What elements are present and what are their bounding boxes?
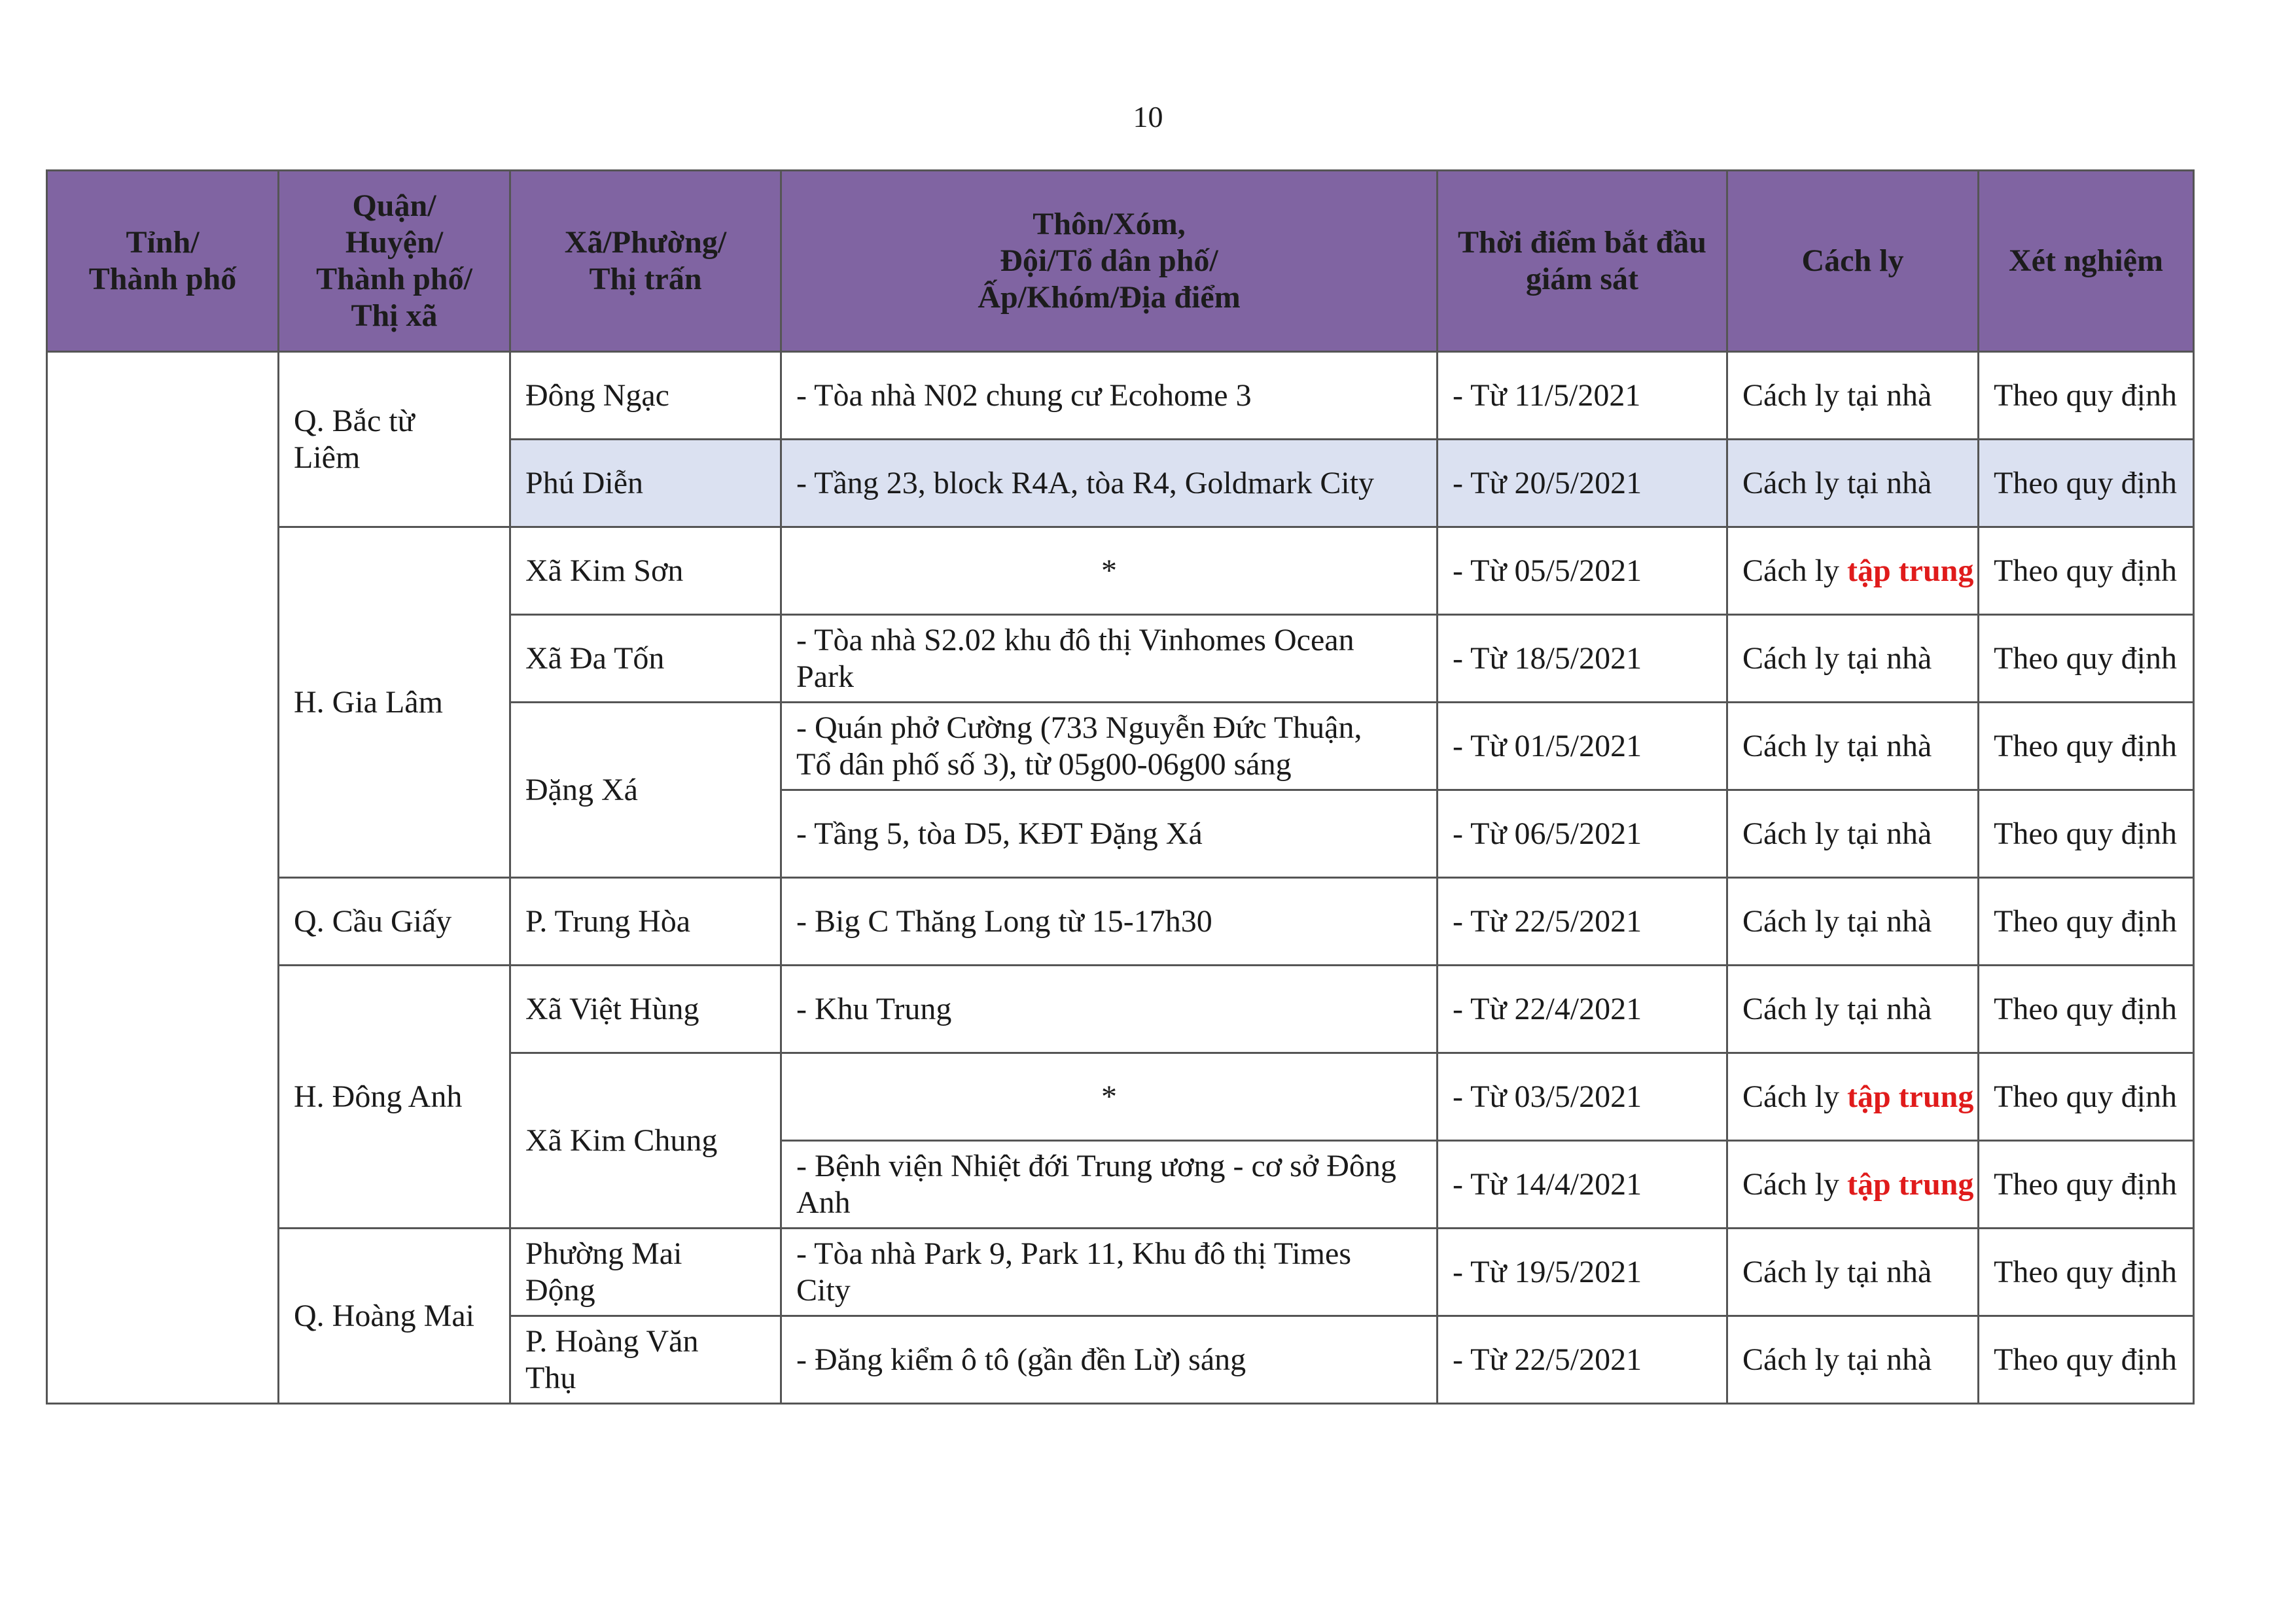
testing-cell: Theo quy định [1979,1141,2194,1229]
location-cell: - Tầng 23, block R4A, tòa R4, Goldmark City [781,440,1438,527]
quarantine-cell: Cách ly tại nhà [1727,703,1979,790]
ward-cell: Đặng Xá [510,703,781,878]
table-body [47,352,2194,1404]
ward-cell: Đông Ngạc [510,352,781,440]
concentrated-label: tập trung [1846,1166,1974,1202]
quarantine-cell: Cách ly tập trung [1727,527,1979,615]
header-start-date: Thời điểm bắt đầu giám sát [1438,171,1727,352]
district-cell: Q. Cầu Giấy [279,878,510,966]
table-row [47,527,2194,615]
monitoring-locations-table [46,169,2195,1405]
start-date-cell: - Từ 22/5/2021 [1438,1316,1727,1404]
start-date-cell: - Từ 22/5/2021 [1438,878,1727,966]
header-ward: Xã/Phường/ Thị trấn [510,171,781,352]
start-date-cell: - Từ 01/5/2021 [1438,703,1727,790]
quarantine-cell: Cách ly tại nhà [1727,1229,1979,1316]
testing-cell: Theo quy định [1979,878,2194,966]
location-cell: * [781,527,1438,615]
testing-cell: Theo quy định [1979,1053,2194,1141]
testing-cell: Theo quy định [1979,615,2194,703]
start-date-cell: - Từ 11/5/2021 [1438,352,1727,440]
location-cell: - Tòa nhà N02 chung cư Ecohome 3 [781,352,1438,440]
testing-cell: Theo quy định [1979,966,2194,1053]
table-row [47,966,2194,1053]
start-date-cell: - Từ 05/5/2021 [1438,527,1727,615]
testing-cell: Theo quy định [1979,440,2194,527]
table-row [47,878,2194,966]
quarantine-cell: Cách ly tại nhà [1727,790,1979,878]
concentrated-label: tập trung [1846,1079,1974,1114]
district-cell: H. Đông Anh [279,966,510,1229]
location-cell: - Tòa nhà S2.02 khu đô thị Vinhomes Ocean Park [781,615,1438,703]
ward-cell: Phú Diễn [510,440,781,527]
start-date-cell: - Từ 20/5/2021 [1438,440,1727,527]
ward-cell: Xã Kim Chung [510,1053,781,1229]
header-district: Quận/ Huyện/ Thành phố/ Thị xã [279,171,510,352]
ward-cell: Xã Kim Sơn [510,527,781,615]
header-testing: Xét nghiệm [1979,171,2194,352]
district-cell: Q. Hoàng Mai [279,1229,510,1404]
ward-cell: Phường Mai Động [510,1229,781,1316]
province-cell [47,352,279,1404]
location-cell: - Khu Trung [781,966,1438,1053]
start-date-cell: - Từ 19/5/2021 [1438,1229,1727,1316]
ward-cell: P. Trung Hòa [510,878,781,966]
location-cell: - Tòa nhà Park 9, Park 11, Khu đô thị Times City [781,1229,1438,1316]
start-date-cell: - Từ 06/5/2021 [1438,790,1727,878]
location-cell: - Đăng kiểm ô tô (gần đền Lừ) sáng [781,1316,1438,1404]
district-cell: Q. Bắc từ Liêm [279,352,510,527]
location-cell: - Tầng 5, tòa D5, KĐT Đặng Xá [781,790,1438,878]
quarantine-cell: Cách ly tập trung [1727,1141,1979,1229]
location-cell: * [781,1053,1438,1141]
table-row [47,352,2194,440]
ward-cell: P. Hoàng Văn Thụ [510,1316,781,1404]
start-date-cell: - Từ 22/4/2021 [1438,966,1727,1053]
concentrated-label: tập trung [1846,553,1974,588]
testing-cell: Theo quy định [1979,527,2194,615]
quarantine-cell: Cách ly tại nhà [1727,966,1979,1053]
quarantine-cell: Cách ly tại nhà [1727,1316,1979,1404]
quarantine-cell: Cách ly tại nhà [1727,440,1979,527]
ward-cell: Xã Việt Hùng [510,966,781,1053]
start-date-cell: - Từ 18/5/2021 [1438,615,1727,703]
header-province: Tỉnh/ Thành phố [47,171,279,352]
testing-cell: Theo quy định [1979,1316,2194,1404]
quarantine-cell: Cách ly tại nhà [1727,878,1979,966]
location-cell: - Bệnh viện Nhiệt đới Trung ương - cơ sở Đông Anh [781,1141,1438,1229]
ward-cell: Xã Đa Tốn [510,615,781,703]
table-row [47,1229,2194,1316]
page-number: 10 [1133,100,1163,133]
quarantine-cell: Cách ly tại nhà [1727,615,1979,703]
district-cell: H. Gia Lâm [279,527,510,878]
quarantine-cell: Cách ly tập trung [1727,1053,1979,1141]
testing-cell: Theo quy định [1979,352,2194,440]
header-quarantine: Cách ly [1727,171,1979,352]
testing-cell: Theo quy định [1979,1229,2194,1316]
testing-cell: Theo quy định [1979,703,2194,790]
testing-cell: Theo quy định [1979,790,2194,878]
location-cell: - Quán phở Cường (733 Nguyễn Đức Thuận, Tổ dân phố số 3), từ 05g00-06g00 sáng [781,703,1438,790]
table-header [47,171,2194,352]
header-location: Thôn/Xóm, Đội/Tổ dân phố/ Ấp/Khóm/Địa điểm [781,171,1438,352]
quarantine-cell: Cách ly tại nhà [1727,352,1979,440]
start-date-cell: - Từ 03/5/2021 [1438,1053,1727,1141]
start-date-cell: - Từ 14/4/2021 [1438,1141,1727,1229]
header-row [47,171,2194,352]
location-cell: - Big C Thăng Long từ 15-17h30 [781,878,1438,966]
